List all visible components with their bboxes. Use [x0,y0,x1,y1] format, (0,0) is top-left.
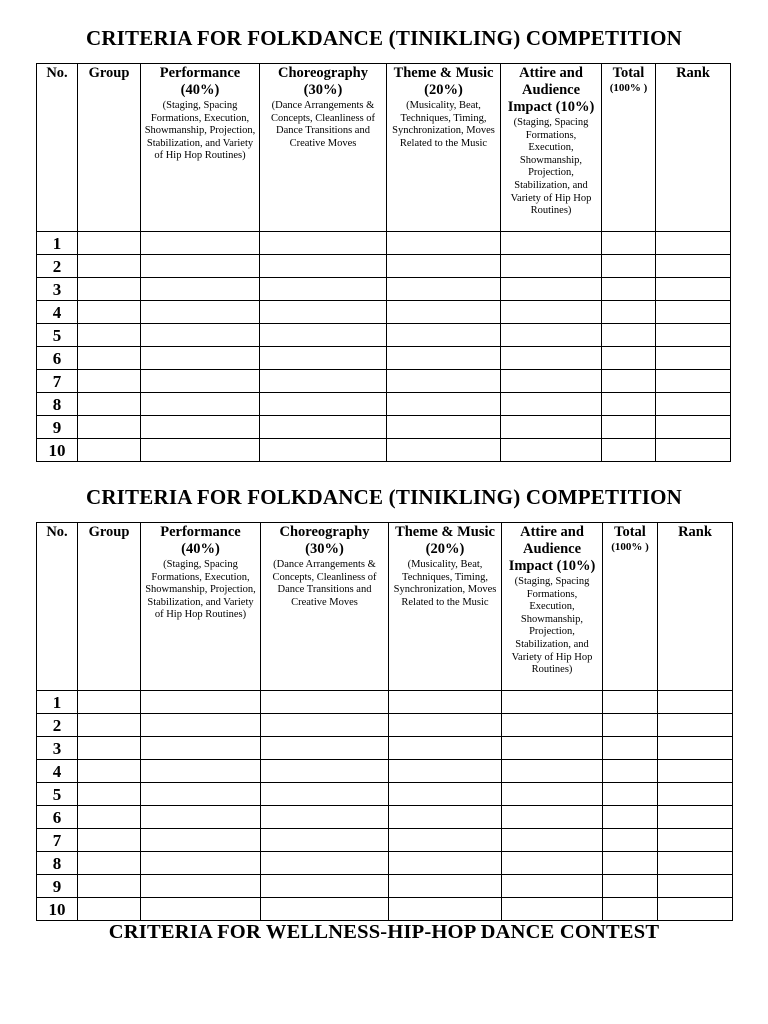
score-cell[interactable] [502,783,603,806]
score-cell[interactable] [603,760,658,783]
column-header-criteria: (100% ) [609,82,648,94]
column-header [602,64,656,232]
table-row [37,737,733,760]
header-row [37,523,733,691]
column-header-label: Rank [676,65,710,81]
row-number: 4 [37,760,78,783]
row-number: 4 [37,301,78,324]
score-cell[interactable] [658,898,733,921]
score-cell[interactable] [502,852,603,875]
column-header [387,64,501,232]
column-header-label: Choreography (30%) [278,65,368,98]
column-header-criteria: (Staging, Spacing Formations, Execution, Showmanship, Projection, Stabilization, and Variety of Hip Hop Routines) [510,117,592,217]
score-cell[interactable] [602,439,656,462]
score-cell[interactable] [389,714,502,737]
score-cell[interactable] [658,852,733,875]
score-cell[interactable] [141,347,260,370]
score-cell[interactable] [141,301,260,324]
score-cell[interactable] [78,255,141,278]
score-cell[interactable] [603,737,658,760]
score-cell[interactable] [656,370,731,393]
table-row [37,255,731,278]
score-cell[interactable] [78,301,141,324]
score-cell[interactable] [141,714,261,737]
score-cell[interactable] [78,737,141,760]
score-cell[interactable] [78,691,141,714]
score-cell[interactable] [260,439,387,462]
score-cell[interactable] [501,393,602,416]
section-1-title: CRITERIA FOR FOLKDANCE (TINIKLING) COMPETITION [85,26,683,50]
column-header [78,523,141,691]
score-cell[interactable] [603,898,658,921]
score-cell[interactable] [656,416,731,439]
row-number: 5 [37,783,78,806]
row-number: 8 [37,852,78,875]
criteria-table-2 [36,522,733,921]
section-2-title: CRITERIA FOR FOLKDANCE (TINIKLING) COMPETITION [85,485,683,509]
row-number: 10 [37,898,78,921]
score-cell[interactable] [141,324,260,347]
score-cell[interactable] [656,324,731,347]
score-cell[interactable] [260,370,387,393]
row-number: 6 [37,806,78,829]
score-cell[interactable] [260,255,387,278]
score-cell[interactable] [261,898,389,921]
score-cell[interactable] [261,760,389,783]
score-cell[interactable] [501,232,602,255]
score-cell[interactable] [141,737,261,760]
table-row [37,852,733,875]
score-cell[interactable] [141,439,260,462]
table-row [37,760,733,783]
score-cell[interactable] [141,691,261,714]
score-cell[interactable] [141,783,261,806]
score-cell[interactable] [78,714,141,737]
score-cell[interactable] [389,737,502,760]
score-cell[interactable] [501,347,602,370]
score-cell[interactable] [502,829,603,852]
score-cell[interactable] [602,324,656,347]
score-cell[interactable] [141,829,261,852]
score-cell[interactable] [141,255,260,278]
column-header-label: Total [612,65,645,81]
score-cell[interactable] [141,806,261,829]
score-cell[interactable] [141,393,260,416]
score-cell[interactable] [602,232,656,255]
score-cell[interactable] [387,416,501,439]
table-row [37,393,731,416]
score-cell[interactable] [656,347,731,370]
score-cell[interactable] [78,875,141,898]
column-header-label: No. [46,524,68,540]
score-cell[interactable] [602,301,656,324]
score-cell[interactable] [260,232,387,255]
score-cell[interactable] [603,806,658,829]
score-cell[interactable] [260,347,387,370]
table-row [37,232,731,255]
score-cell[interactable] [501,416,602,439]
score-cell[interactable] [656,232,731,255]
score-cell[interactable] [603,829,658,852]
score-cell[interactable] [656,278,731,301]
table-row [37,806,733,829]
table-row [37,278,731,301]
score-cell[interactable] [389,783,502,806]
column-header [502,523,603,691]
score-cell[interactable] [602,255,656,278]
score-cell[interactable] [658,691,733,714]
score-cell[interactable] [658,875,733,898]
header-row [37,64,731,232]
score-cell[interactable] [261,875,389,898]
score-cell[interactable] [656,255,731,278]
score-cell[interactable] [78,278,141,301]
column-header [658,523,733,691]
score-cell[interactable] [260,301,387,324]
column-header [37,523,78,691]
score-cell[interactable] [502,898,603,921]
column-header [141,523,261,691]
score-cell[interactable] [603,875,658,898]
score-cell[interactable] [387,255,501,278]
score-cell[interactable] [260,416,387,439]
score-cell[interactable] [387,324,501,347]
score-cell[interactable] [603,783,658,806]
row-number: 8 [37,393,78,416]
row-number: 5 [37,324,78,347]
score-cell[interactable] [502,737,603,760]
score-cell[interactable] [502,760,603,783]
score-cell[interactable] [389,691,502,714]
score-cell[interactable] [78,852,141,875]
score-cell[interactable] [260,393,387,416]
column-header [141,64,260,232]
table-row [37,714,733,737]
score-cell[interactable] [501,439,602,462]
score-cell[interactable] [387,232,501,255]
column-header [603,523,658,691]
score-cell[interactable] [78,806,141,829]
score-cell[interactable] [141,370,260,393]
score-cell[interactable] [658,737,733,760]
column-header [261,523,389,691]
score-cell[interactable] [501,255,602,278]
column-header-criteria: (Dance Arrangements & Concepts, Cleanliness of Dance Transitions and Creative Moves [272,559,377,608]
column-header-label: Attire and Audience Impact (10%) [508,524,596,574]
score-cell[interactable] [261,852,389,875]
table-row [37,416,731,439]
score-cell[interactable] [260,324,387,347]
column-header [501,64,602,232]
column-header-label: No. [46,65,68,81]
column-header-criteria: (100% ) [611,541,649,553]
score-cell[interactable] [261,783,389,806]
score-cell[interactable] [261,806,389,829]
score-cell[interactable] [658,806,733,829]
score-cell[interactable] [78,416,141,439]
column-header-criteria: (Staging, Spacing Formations, Execution, Showmanship, Projection, Stabilization, and Variety of Hip Hop Routines) [145,559,256,621]
score-cell[interactable] [78,370,141,393]
score-cell[interactable] [261,829,389,852]
score-cell[interactable] [387,370,501,393]
column-header-label: Theme & Music (20%) [393,65,494,98]
score-cell[interactable] [502,714,603,737]
score-cell[interactable] [78,760,141,783]
row-number: 7 [37,829,78,852]
table-row [37,301,731,324]
column-header-label: Performance (40%) [159,65,241,98]
score-cell[interactable] [141,760,261,783]
row-number: 7 [37,370,78,393]
score-cell[interactable] [502,806,603,829]
column-header-label: Group [88,524,130,540]
score-cell[interactable] [141,898,261,921]
table-row [37,439,731,462]
score-cell[interactable] [78,347,141,370]
score-cell[interactable] [603,691,658,714]
table-row [37,324,731,347]
score-cell[interactable] [78,783,141,806]
score-cell[interactable] [141,875,261,898]
score-cell[interactable] [602,278,656,301]
score-cell[interactable] [389,829,502,852]
score-cell[interactable] [603,714,658,737]
score-cell[interactable] [387,347,501,370]
criteria-table-1 [36,63,731,462]
row-number: 1 [37,691,78,714]
row-number: 9 [37,416,78,439]
score-cell[interactable] [656,393,731,416]
row-number: 3 [37,737,78,760]
column-header [78,64,141,232]
table-row [37,691,733,714]
score-cell[interactable] [261,737,389,760]
score-cell[interactable] [658,829,733,852]
score-cell[interactable] [387,439,501,462]
score-cell[interactable] [389,760,502,783]
score-cell[interactable] [141,416,260,439]
footer-title: CRITERIA FOR WELLNESS-HIP-HOP DANCE CONTEST [108,921,660,943]
score-cell[interactable] [261,714,389,737]
table-row [37,898,733,921]
score-cell[interactable] [387,393,501,416]
score-cell[interactable] [658,760,733,783]
column-header-criteria: (Musicality, Beat, Techniques, Timing, Synchronization, Moves Related to the Music [393,559,497,608]
score-cell[interactable] [656,301,731,324]
score-cell[interactable] [389,852,502,875]
score-cell[interactable] [260,278,387,301]
score-cell[interactable] [602,393,656,416]
table-row [37,370,731,393]
row-number: 9 [37,875,78,898]
column-header-criteria: (Staging, Spacing Formations, Execution, Showmanship, Projection, Stabilization, and Variety of Hip Hop Routines) [511,576,593,676]
score-cell[interactable] [501,278,602,301]
score-cell[interactable] [78,232,141,255]
column-header-label: Theme & Music (20%) [395,524,495,557]
column-header [37,64,78,232]
column-header-criteria: (Musicality, Beat, Techniques, Timing, Synchronization, Moves Related to the Music [392,100,495,149]
row-number: 6 [37,347,78,370]
row-number: 3 [37,278,78,301]
score-cell[interactable] [141,852,261,875]
score-cell[interactable] [501,370,602,393]
score-cell[interactable] [658,783,733,806]
score-cell[interactable] [602,416,656,439]
score-cell[interactable] [389,898,502,921]
score-cell[interactable] [389,806,502,829]
column-header-label: Rank [678,524,712,540]
score-cell[interactable] [603,852,658,875]
score-cell[interactable] [387,301,501,324]
score-cell[interactable] [78,393,141,416]
score-cell[interactable] [656,439,731,462]
column-header-criteria: (Staging, Spacing Formations, Execution, Showmanship, Projection, Stabilization, and Variety of Hip Hop Routines) [144,100,256,162]
column-header-criteria: (Dance Arrangements & Concepts, Cleanliness of Dance Transitions and Creative Moves [270,100,376,149]
score-cell[interactable] [141,278,260,301]
column-header-label: Group [88,65,130,81]
table-row [37,347,731,370]
score-cell[interactable] [78,829,141,852]
score-cell[interactable] [501,324,602,347]
score-cell[interactable] [389,875,502,898]
column-header-label: Performance (40%) [160,524,241,557]
score-cell[interactable] [602,370,656,393]
column-header-label: Total [614,524,646,540]
column-header-label: Choreography (30%) [279,524,370,557]
score-cell[interactable] [658,714,733,737]
column-header-label: Attire and Audience Impact (10%) [507,65,595,115]
score-cell[interactable] [387,278,501,301]
table-row [37,829,733,852]
score-cell[interactable] [78,439,141,462]
column-header [260,64,387,232]
score-cell[interactable] [502,691,603,714]
score-cell[interactable] [501,301,602,324]
row-number: 2 [37,714,78,737]
column-header [656,64,731,232]
row-number: 10 [37,439,78,462]
score-cell[interactable] [502,875,603,898]
score-cell[interactable] [141,232,260,255]
table-row [37,875,733,898]
column-header [389,523,502,691]
table-row [37,783,733,806]
score-cell[interactable] [602,347,656,370]
row-number: 1 [37,232,78,255]
score-cell[interactable] [78,324,141,347]
score-cell[interactable] [261,691,389,714]
score-cell[interactable] [78,898,141,921]
row-number: 2 [37,255,78,278]
